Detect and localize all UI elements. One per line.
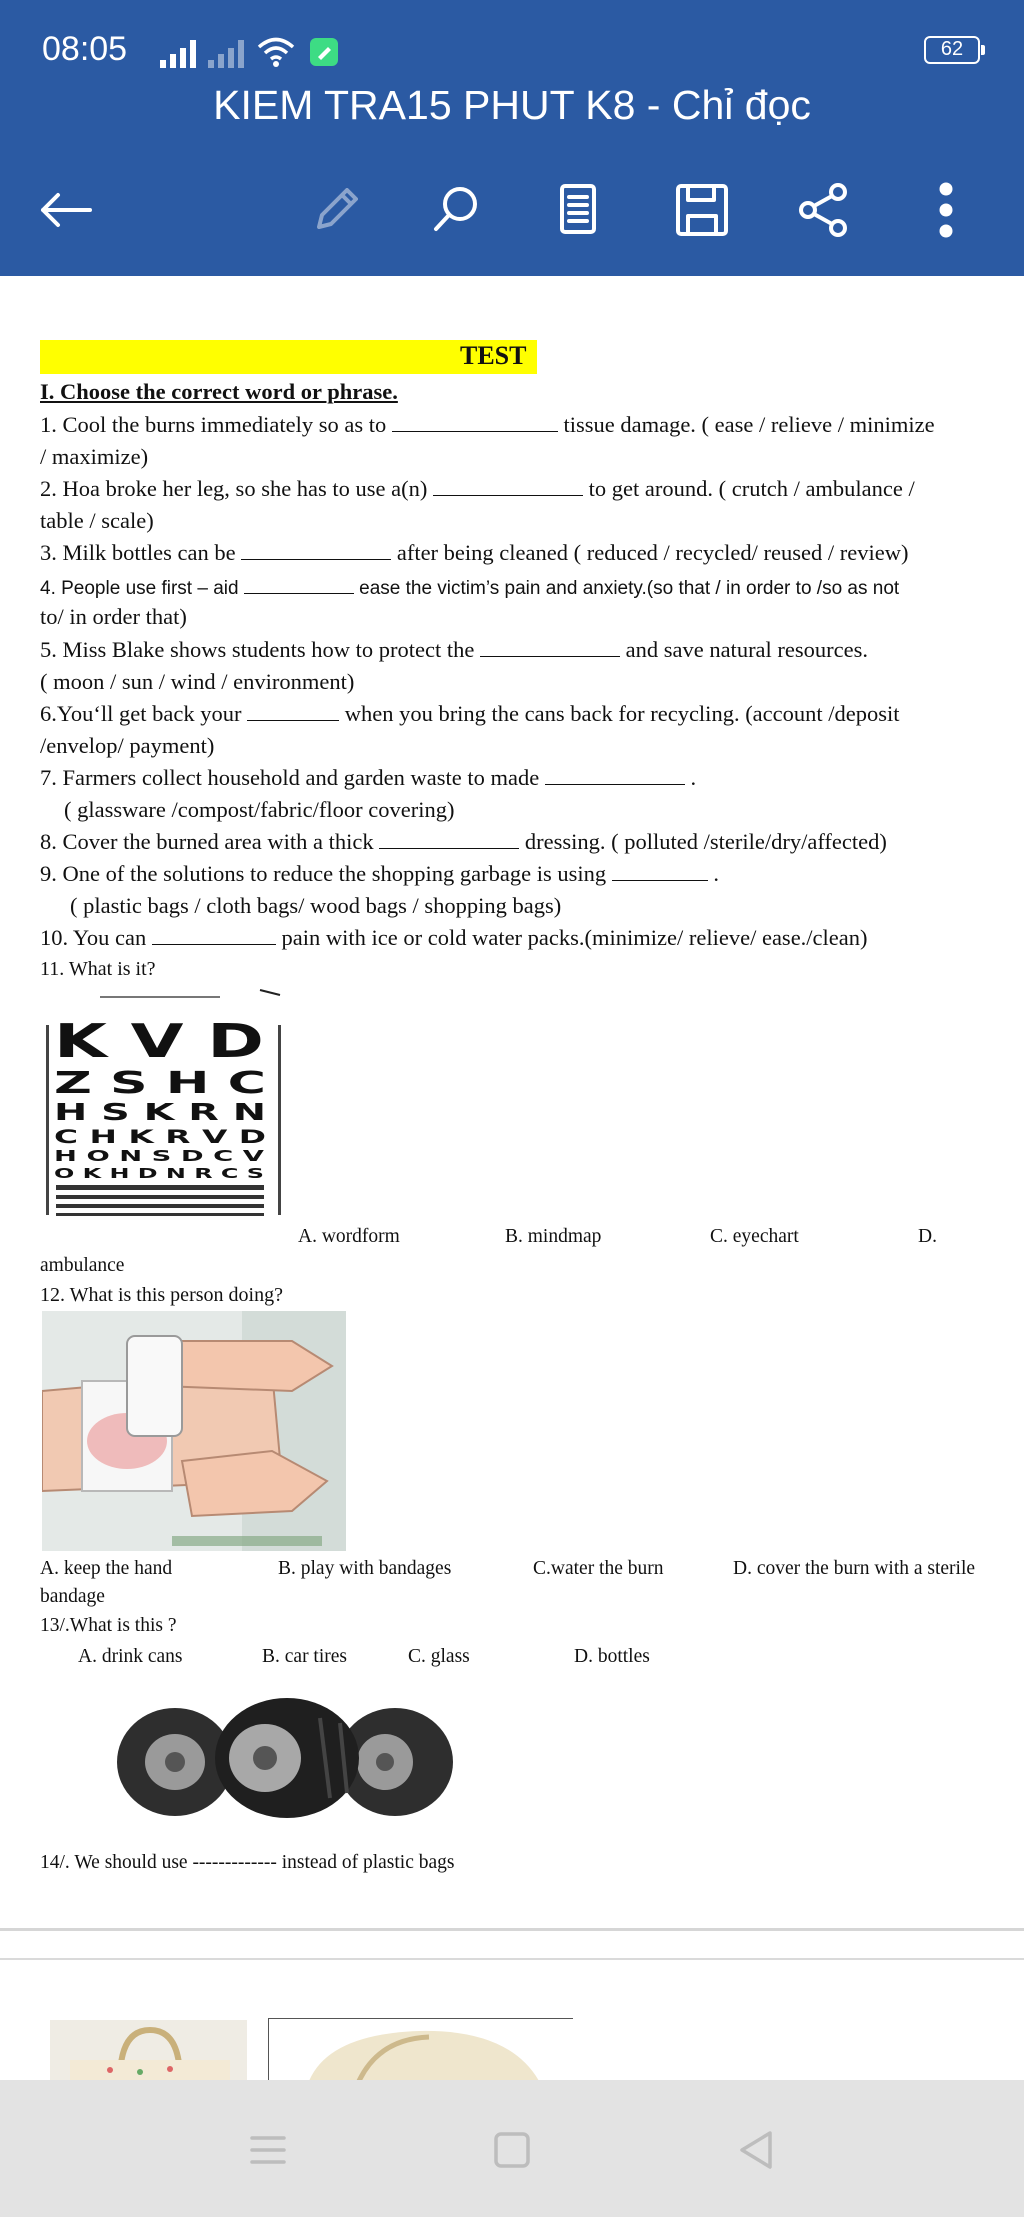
menu-icon: [248, 2132, 288, 2168]
status-icons: [160, 30, 340, 68]
home-square-icon: [492, 2130, 532, 2170]
q13-option-a: A. drink cans: [78, 1646, 183, 1667]
question-4-cont: to/ in order that): [40, 604, 187, 629]
nav-home-button[interactable]: [472, 2110, 552, 2190]
q12-option-a: A. keep the hand: [40, 1558, 173, 1579]
question-7: 7. Farmers collect household and garden waste to made .: [40, 765, 697, 790]
q11-option-d: D.: [918, 1226, 937, 1247]
save-button[interactable]: [662, 170, 742, 250]
eye-chart-image: [40, 985, 298, 1225]
share-icon: [796, 182, 852, 238]
eyechart-row-3: H S K R N: [54, 1100, 266, 1126]
notification-app-icon: [308, 36, 340, 68]
eyechart-row-6: O K H D N R C S: [54, 1167, 264, 1182]
search-icon: [428, 182, 484, 238]
question-5-cont: ( moon / sun / wind / environment): [40, 669, 355, 694]
search-button[interactable]: [416, 170, 496, 250]
edit-button[interactable]: [296, 170, 376, 250]
q13-option-b: B. car tires: [262, 1646, 348, 1667]
eyechart-row-4: C H K R V D: [54, 1126, 266, 1148]
question-1: 1. Cool the burns immediately so as to tissue damage. ( ease / relieve / minimize: [40, 412, 935, 437]
question-2-cont: table / scale): [40, 508, 154, 533]
question-4: 4. People use first – aid ease the victim’s pain and anxiety.(so that / in order to /so as not: [40, 578, 900, 599]
q11-option-b: B. mindmap: [505, 1226, 602, 1247]
reading-mode-button[interactable]: [538, 170, 618, 250]
battery-level: 62: [940, 38, 964, 60]
question-14: 14/. We should use ------------- instead of plastic bags: [40, 1852, 455, 1873]
question-9: 9. One of the solutions to reduce the shopping garbage is using .: [40, 861, 720, 886]
car-tires-image: [115, 1698, 460, 1818]
pencil-icon: [309, 183, 363, 237]
q12-option-c: C.water the burn: [533, 1558, 664, 1579]
q11-option-a: A. wordform: [298, 1226, 400, 1247]
status-time: 08:05: [42, 30, 128, 68]
cloth-bag-image: [268, 2018, 573, 2080]
question-10: 10. You can pain with ice or cold water packs.(minimize/ relieve/ ease./clean): [40, 925, 868, 950]
back-button[interactable]: [26, 170, 106, 250]
more-options-button[interactable]: [906, 170, 986, 250]
app-header: [0, 0, 1024, 276]
question-6: 6.You‘ll get back your when you bring the cans back for recycling. (account /deposit: [40, 701, 900, 726]
nav-back-button[interactable]: [716, 2110, 796, 2190]
tote-bag-image: [50, 2020, 247, 2080]
q12-option-b: B. play with bandages: [278, 1558, 452, 1579]
q11-option-d-cont: ambulance: [40, 1255, 125, 1276]
question-1-cont: / maximize): [40, 444, 149, 469]
q13-option-d: D. bottles: [574, 1646, 650, 1667]
bandage-image: [42, 1311, 346, 1551]
wifi-icon: [256, 36, 296, 68]
q11-option-c: C. eyechart: [710, 1226, 799, 1247]
more-vert-icon: [936, 182, 956, 238]
reading-mode-icon: [556, 182, 600, 238]
question-3: 3. Milk bottles can be after being cleaned ( reduced / recycled/ reused / review): [40, 540, 909, 565]
section-heading: I. Choose the correct word or phrase.: [40, 379, 398, 404]
share-button[interactable]: [784, 170, 864, 250]
q12-option-d: D. cover the burn with a sterile: [733, 1558, 976, 1579]
back-arrow-icon: [38, 190, 94, 230]
question-5: 5. Miss Blake shows students how to protect the and save natural resources.: [40, 637, 869, 662]
question-11: 11. What is it?: [40, 958, 156, 980]
question-8: 8. Cover the burned area with a thick dressing. ( polluted /sterile/dry/affected): [40, 829, 887, 854]
toolbar: [0, 170, 1024, 250]
back-triangle-icon: [736, 2129, 776, 2171]
question-7-cont: ( glassware /compost/fabric/floor covering): [64, 797, 455, 822]
test-title: TEST: [460, 341, 527, 370]
page-divider-2: [0, 1958, 1024, 1960]
q12-option-d-cont: bandage: [40, 1586, 105, 1607]
system-nav-bar: [0, 2080, 1024, 2217]
question-13: 13/.What is this ?: [40, 1615, 177, 1636]
q13-option-c: C. glass: [408, 1646, 470, 1667]
signal-icon: [160, 38, 196, 68]
save-icon: [674, 182, 730, 238]
status-bar: [0, 0, 1024, 90]
eyechart-row-1: K V D: [54, 1014, 264, 1068]
question-9-cont: ( plastic bags / cloth bags/ wood bags / shopping bags): [70, 893, 562, 918]
page-divider: [0, 1928, 1024, 1931]
question-6-cont: /envelop/ payment): [40, 733, 215, 758]
question-12: 12. What is this person doing?: [40, 1284, 283, 1306]
question-2: 2. Hoa broke her leg, so she has to use a(n) to get around. ( crutch / ambulance /: [40, 476, 915, 501]
eyechart-row-5: H O N S D C V: [54, 1147, 265, 1165]
signal-2-icon: [208, 38, 244, 68]
nav-recents-button[interactable]: [228, 2110, 308, 2190]
battery-icon: [924, 36, 980, 64]
document-title: KIEM TRA15 PHUT K8 - Chỉ đọc: [213, 82, 811, 128]
eyechart-row-2: Z S H C: [54, 1066, 266, 1101]
